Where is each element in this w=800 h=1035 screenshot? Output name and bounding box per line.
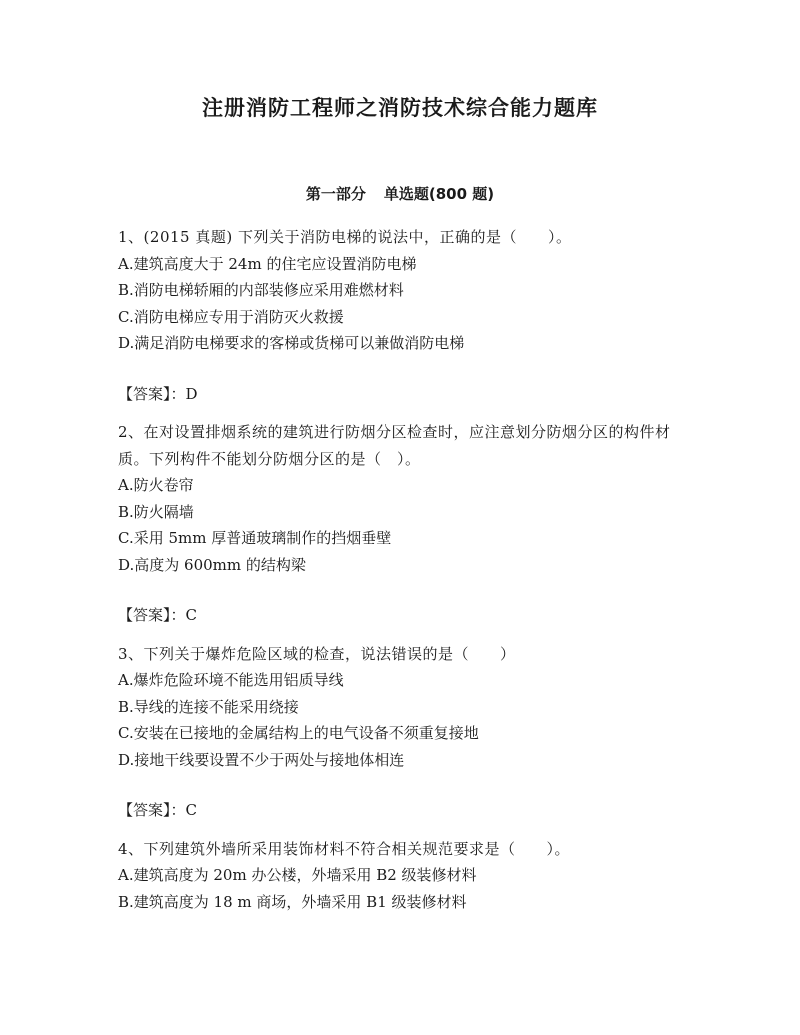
section-name: 单选题(800 题) [383, 185, 495, 203]
answer-line: 【答案】：D [118, 384, 198, 403]
option-b: B.导线的连接不能采用绕接 [118, 697, 299, 716]
option-a: A.防火卷帘 [118, 476, 194, 494]
option-a: A.建筑高度大于 24m 的住宅应设置消防电梯 [118, 254, 417, 273]
option-c: C.消防电梯应专用于消防灭火救援 [118, 307, 344, 326]
option-b: B.消防电梯轿厢的内部装修应采用难燃材料 [118, 281, 404, 299]
section-heading [0, 183, 800, 204]
option-b: B.防火隔墙 [118, 502, 194, 521]
question-stem: 3、下列关于爆炸危险区域的检查，说法错误的是（ ） [118, 644, 516, 663]
option-c: C.采用 5mm 厚普通玻璃制作的挡烟垂壁 [118, 529, 392, 547]
answer-line: 【答案】：C [118, 801, 197, 819]
option-d: D.接地干线要设置不少于两处与接地体相连 [118, 750, 405, 769]
question-2 [118, 419, 688, 629]
option-c: C.安装在已接地的金属结构上的电气设备不须重复接地 [118, 724, 479, 742]
question-4 [118, 836, 688, 916]
question-3 [118, 641, 688, 824]
section-part: 第一部分 [305, 185, 366, 203]
question-stem: 1、(2015 真题) 下列关于消防电梯的说法中，正确的是（ ）。 [118, 228, 572, 246]
question-1 [118, 224, 688, 407]
question-list [118, 224, 688, 915]
option-d: D.满足消防电梯要求的客梯或货梯可以兼做消防电梯 [118, 334, 465, 352]
option-b: B.建筑高度为 18 m 商场，外墙采用 B1 级装修材料 [118, 892, 467, 911]
question-stem: 4、下列建筑外墙所采用装饰材料不符合相关规范要求是（ ）。 [118, 839, 571, 858]
answer-line: 【答案】：C [118, 606, 197, 624]
option-a: A.爆炸危险环境不能选用铝质导线 [118, 671, 344, 689]
option-a: A.建筑高度为 20m 办公楼，外墙采用 B2 级装修材料 [118, 866, 477, 884]
option-d: D.高度为 600mm 的结构梁 [118, 555, 306, 574]
document-title: 注册消防工程师之消防技术综合能力题库 [202, 96, 598, 120]
question-stem: 2、在对设置排烟系统的建筑进行防烟分区检查时，应注意划分防烟分区的构件材质。下列构件不能划分防烟分区的是（ ）。 [118, 423, 671, 468]
